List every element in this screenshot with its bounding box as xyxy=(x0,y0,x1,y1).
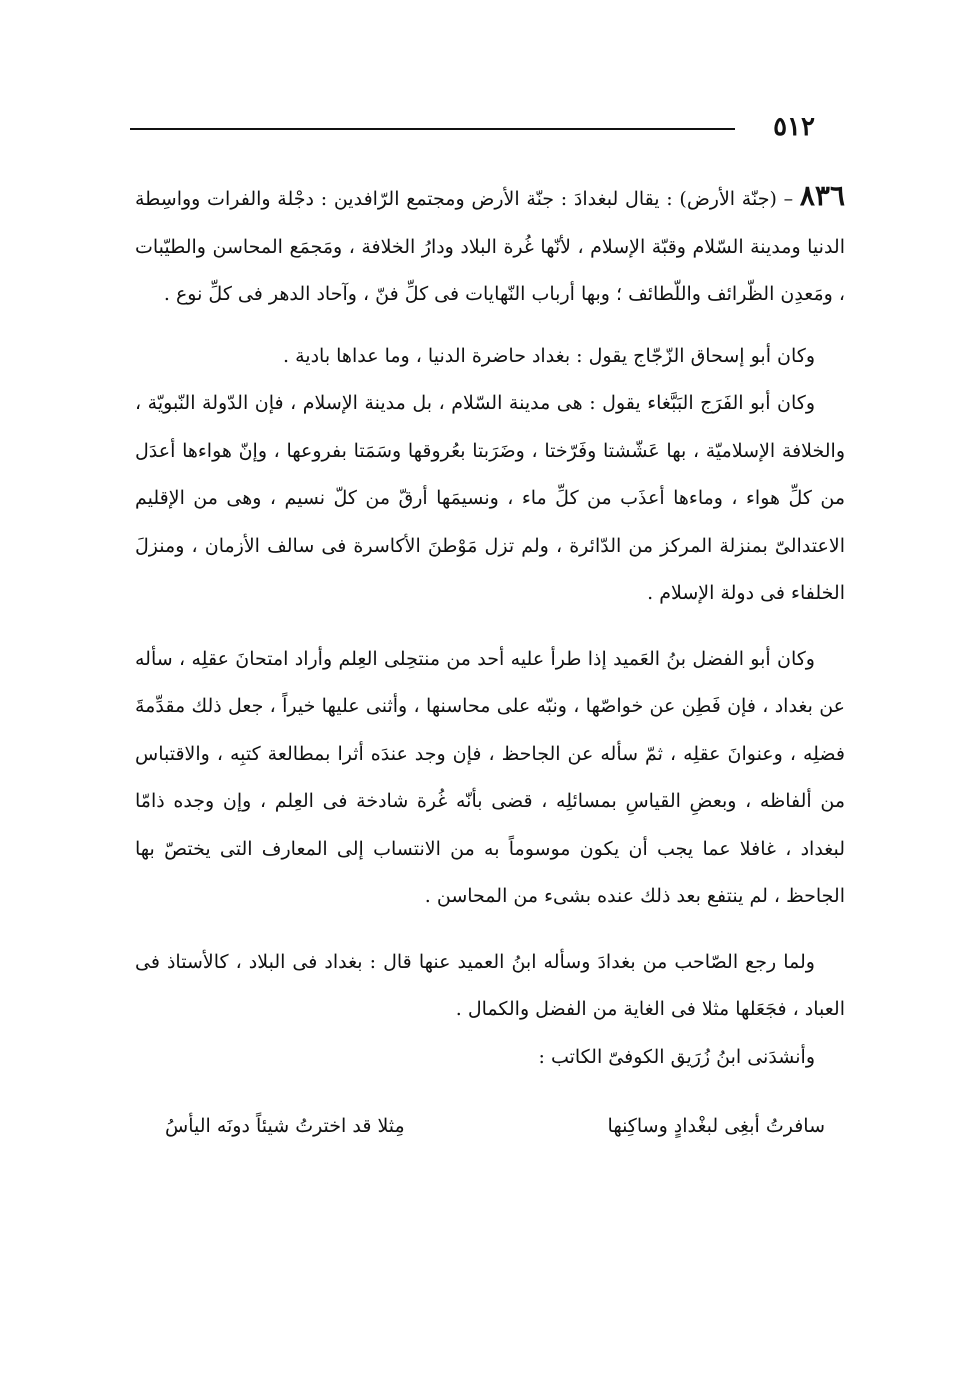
page-number: ٥١٢ xyxy=(773,112,815,142)
entry-paragraph xyxy=(135,172,845,319)
entry-number: ٨٣٦ xyxy=(799,179,845,212)
header-rule xyxy=(130,128,735,130)
entry-dash: – xyxy=(776,188,800,210)
entry-opening-text: (جنّة الأرض) : يقال لبغدادَ : جنّة الأرض ومجتمع الرّافدين : دجْلة والفرات وواسِطة الدنيا ومدينة السّلام وقبّة الإسلام ، لأنّها غُرة البلاد ودارُ الخلافة ، ومَجمَع المحاسن والطيّبات ، ومَعدِن الظّرائف واللّطائف ؛ وبها أرباب النّهايات فى كلِّ فنّ ، وآحاد الدهر فى كلِّ نوع . xyxy=(135,188,845,305)
paragraph-babbagha: وكان أبو الفَرَج البَبَّغاء يقول : هى مدينة السّلام ، بل مدينة الإسلام ، فإن الدّولة النّبويّة ، والخلافة الإسلاميّة ، بها عَشّشتا وفَرّختا ، وضَرَبتا بعُروقها وسَمَتا بفروعها ، وإنّ هواءها أعدَل من كلِّ هواء ، وماءها أعذَب من كلِّ ماء ، ونسيمَها أرقّ من كلّ نسيم ، وهى من الإقليم الاعتدالىّ بمنزلة المركز من الدّائرة ، ولم تزل مَوْطنَ الأكاسرة فى سالف الأزمان ، ومنزلَ الخلفاء فى دولة الإسلام . xyxy=(135,392,845,604)
paragraph-sahib: ولما رجع الصّاحب من بغدادَ وسأله ابنُ العميد عنها قال : بغداد فى البلاد ، كالأستاذ فى العباد ، فجَعَلها مثلا فى الغاية من الفضل والكمال . xyxy=(135,950,845,1020)
verse-first-hemistich: سافرتُ أبغِى لبغْدادٍ وساكِنها xyxy=(607,1115,825,1137)
verse-second-hemistich: مِثلا قد اخترتُ شيئاً دونَه اليأسُ xyxy=(165,1115,405,1137)
paragraph-ibn-al-amid: وكان أبو الفضل بنُ العَميد إذا طرأ عليه أحد من منتحِلى العِلم وأراد امتحانَ عقلِه ، سأله عن بغداد ، فإن فَطِن عن خواصّها ، ونبّه على محاسنها ، وأثنى عليها خيراً ، جعل ذلك مقدِّمةَ فضلِه ، وعنوانَ عقلِه ، ثمّ سأله عن الجاحظ ، فإن وجد عندَه أثرا بمطالعة كتبِه ، والاقتباس من ألفاظه ، وبعضِ القياسِ بمسائلِه ، قضى بأنّه غُرة شادخة فى العِلم ، وإن وجده ذامّا لبغداد ، غافلا عما يجب أن يكون موسوماً به من الانتساب إلى المعارف التى يختصّ بها الجاحظ ، لم ينتفع بعد ذلك عنده بشىء من المحاسن . xyxy=(135,647,845,907)
verse-line xyxy=(135,1103,845,1151)
page-body xyxy=(135,172,845,1151)
paragraph-zajjaj: وكان أبو إسحاق الزّجّاج يقول : بغداد حاضرة الدنيا ، وما عداها بادية . xyxy=(283,344,815,367)
paragraph-poem-intro: وأنشدَنى ابنُ زُرَيق الكوفىّ الكاتب : xyxy=(538,1045,815,1068)
